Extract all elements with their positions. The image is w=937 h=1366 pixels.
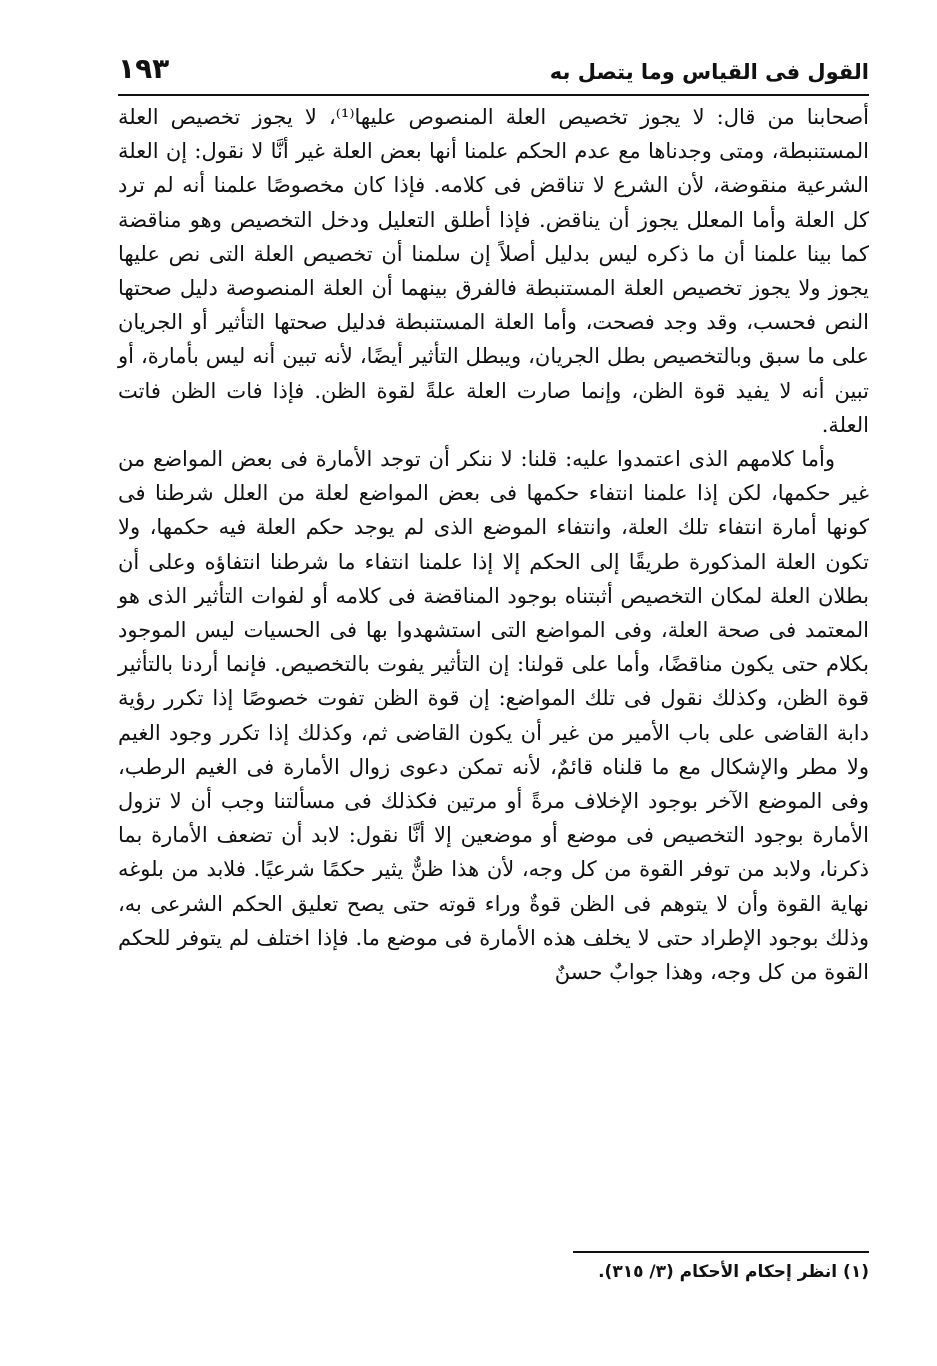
header-rule [118,94,869,96]
running-head [118,52,869,92]
page-number: ١٩٣ [118,52,170,85]
paragraph: أصحابنا من قال: لا يجوز تخصيص العلة المنصوص عليها⁽¹⁾، لا يجوز تخصيص العلة المستنبطة، ومتى وجدناها مع عدم الحكم علمنا أنها بعض العلة غير أنَّا لا نقول: إن العلة الشرعية منقوضة، لأن الشرع لا تناقض فى كلامه. فإذا كان مخصوصًا علمنا أنه لم ترد كل العلة وأما المعلل يجوز أن يناقض. فإذا أطلق التعليل ودخل التخصيص وهو مناقضة كما بينا علمنا أن ما ذكره ليس بدليل أصلاً إن سلمنا أن تخصيص العلة التى نص عليها يجوز ولا يجوز تخصيص العلة المستنبطة فالفرق بينهما أن العلة المنصوصة دليل صحتها النص فحسب، وقد وجد فصحت، وأما العلة المستنبطة فدليل صحتها التأثير أو الجريان على ما سبق وبالتخصيص بطل الجريان، ويبطل التأثير أيضًا، لأنه تبين أنه ليس بأمارة، أو تبين أنه لا يفيد قوة الظن، وإنما صارت العلة علةً لقوة الظن. فإذا فات الظن فاتت العلة. [118,105,869,437]
body-text [118,100,869,989]
footnote-rule [573,1251,869,1253]
paragraph: وأما كلامهم الذى اعتمدوا عليه: قلنا: لا ننكر أن توجد الأمارة فى بعض المواضع من غير حكمها، لكن إذا علمنا انتفاء حكمها فى بعض المواضع لعلة من العلل شرطنا فى كونها أمارة انتفاء تلك العلة، وانتفاء الموضع الذى لم يوجد حكم العلة فيه حكمها، ولا تكون العلة المذكورة طريقًا إلى الحكم إلا إذا علمنا انتفاء ما شرطنا انتفاؤه وعلى أن بطلان العلة لمكان التخصيص أثبتناه بوجود المناقضة فى كلامه أو لفوات التأثير الذى هو المعتمد فى صحة العلة، وفى المواضع التى استشهدوا بها فى الحسيات ليس الموجود بكلام حتى يكون مناقضًا، وأما على قولنا: إن التأثير يفوت بالتخصيص. فإنما أردنا بالتأثير قوة الظن، وكذلك نقول فى تلك المواضع: إن قوة الظن تفوت خصوصًا إذا تكرر رؤية دابة القاضى على باب الأمير من غير أن يكون القاضى ثم، وكذلك إذا تكرر وجود الغيم ولا مطر والإشكال مع ما قلناه قائمٌ، لأنه تمكن دعوى زوال الأمارة فى الغيم الرطب، وفى الموضع الآخر بوجود الإخلاف مرةً أو مرتين فكذلك فى مسألتنا وجب أن لا تزول الأمارة بوجود التخصيص فى موضع أو موضعين إلا أنَّا نقول: لابد أن تضعف الأمارة بما ذكرنا، ولابد من توفر القوة من كل وجه، لأن هذا ظنٌّ يثير حكمًا شرعيًا. فلابد من بلوغه نهاية القوة وأن لا يتوهم فى الظن قوةٌ وراء قوته حتى يصح تعليق الحكم الشرعى به، وذلك بوجود الإطراد حتى لا يخلف هذه الأمارة فى موضع ما. فإذا اختلف لم يتوفر للحكم القوة من كل وجه، وهذا جوابٌ حسنٌ [118,447,869,985]
running-title: القول فى القياس وما يتصل به [549,60,869,84]
footnote: (١) انظر إحكام الأحكام (٣/ ٣١٥). [598,1262,869,1282]
